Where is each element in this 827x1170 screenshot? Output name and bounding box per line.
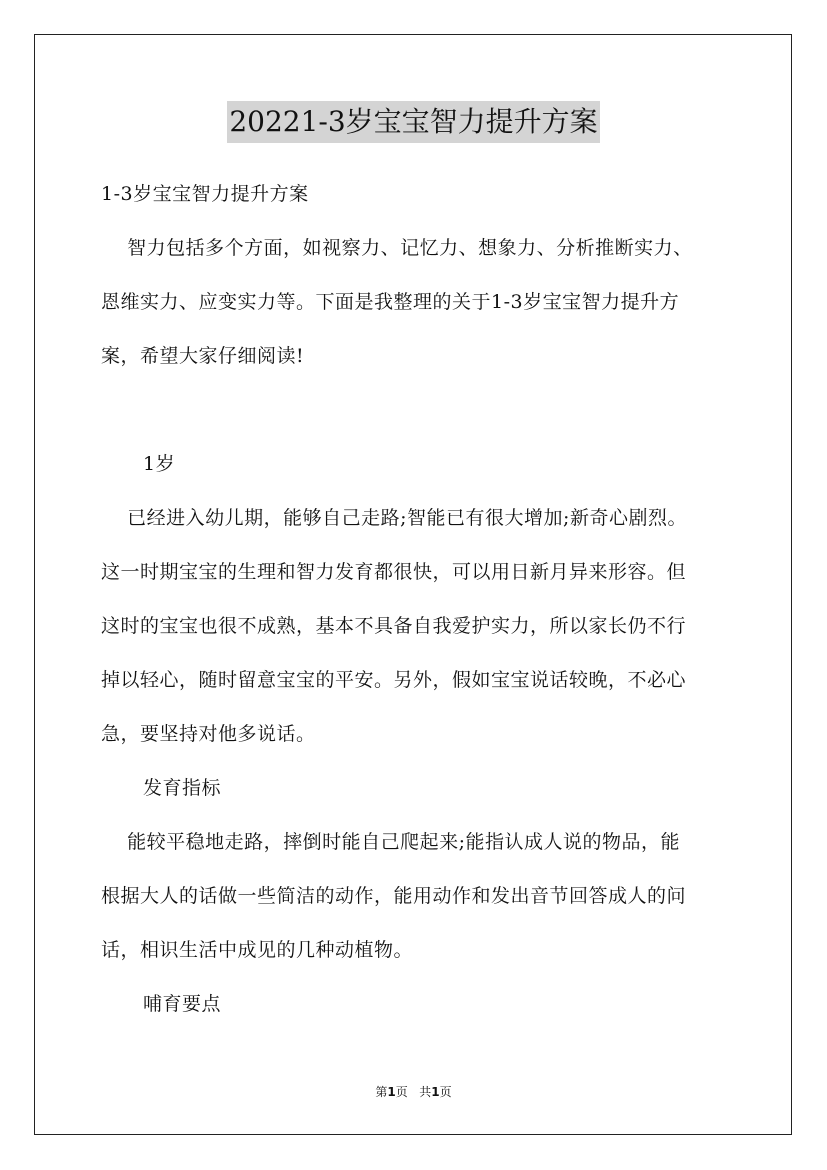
heading-nurture: 哺育要点 bbox=[143, 993, 222, 1015]
development-line-1: 能较平稳地走路，摔倒时能自己爬起来;能指认成人说的物品，能 bbox=[101, 831, 681, 853]
age-line-2: 这一时期宝宝的生理和智力发育都很快，可以用日新月异来形容。但 bbox=[101, 561, 687, 583]
development-line-3: 话，相识生活中成见的几种动植物。 bbox=[101, 939, 414, 961]
footer-page-suffix: 页 bbox=[395, 1085, 408, 1099]
development-line-2: 根据大人的话做一些简洁的动作，能用动作和发出音节回答成人的问 bbox=[101, 885, 687, 907]
section-heading-age: 1岁 bbox=[143, 453, 176, 475]
footer-page-prefix: 第 bbox=[375, 1085, 388, 1099]
intro-line-3: 案，希望大家仔细阅读! bbox=[101, 345, 305, 367]
intro-line-2: 恩维实力、应变实力等。下面是我整理的关于1-3岁宝宝智力提升方 bbox=[101, 291, 680, 313]
heading-development: 发育指标 bbox=[143, 777, 222, 799]
age-line-5: 急，要坚持对他多说话。 bbox=[101, 723, 316, 745]
age-line-4: 掉以轻心，随时留意宝宝的平安。另外，假如宝宝说话较晚，不必心 bbox=[101, 669, 687, 691]
age-line-3: 这时的宝宝也很不成熟，基本不具备自我爱护实力，所以家长仍不行 bbox=[101, 615, 687, 637]
intro-line-1: 智力包括多个方面，如视察力、记忆力、想象力、分析推断实力、 bbox=[101, 237, 693, 259]
footer-total-suffix: 页 bbox=[439, 1085, 452, 1099]
age-line-1: 已经进入幼儿期，能够自己走路;智能已有很大增加;新奇心剧烈。 bbox=[101, 507, 687, 529]
title-container bbox=[0, 101, 827, 143]
subtitle: 1-3岁宝宝智力提升方案 bbox=[101, 183, 309, 205]
footer-total-number: 1 bbox=[431, 1085, 440, 1099]
document-title: 20221-3岁宝宝智力提升方案 bbox=[227, 101, 599, 143]
footer-total-prefix: 共 bbox=[419, 1085, 432, 1099]
page-footer bbox=[0, 1082, 827, 1102]
footer-page-number: 1 bbox=[387, 1085, 396, 1099]
